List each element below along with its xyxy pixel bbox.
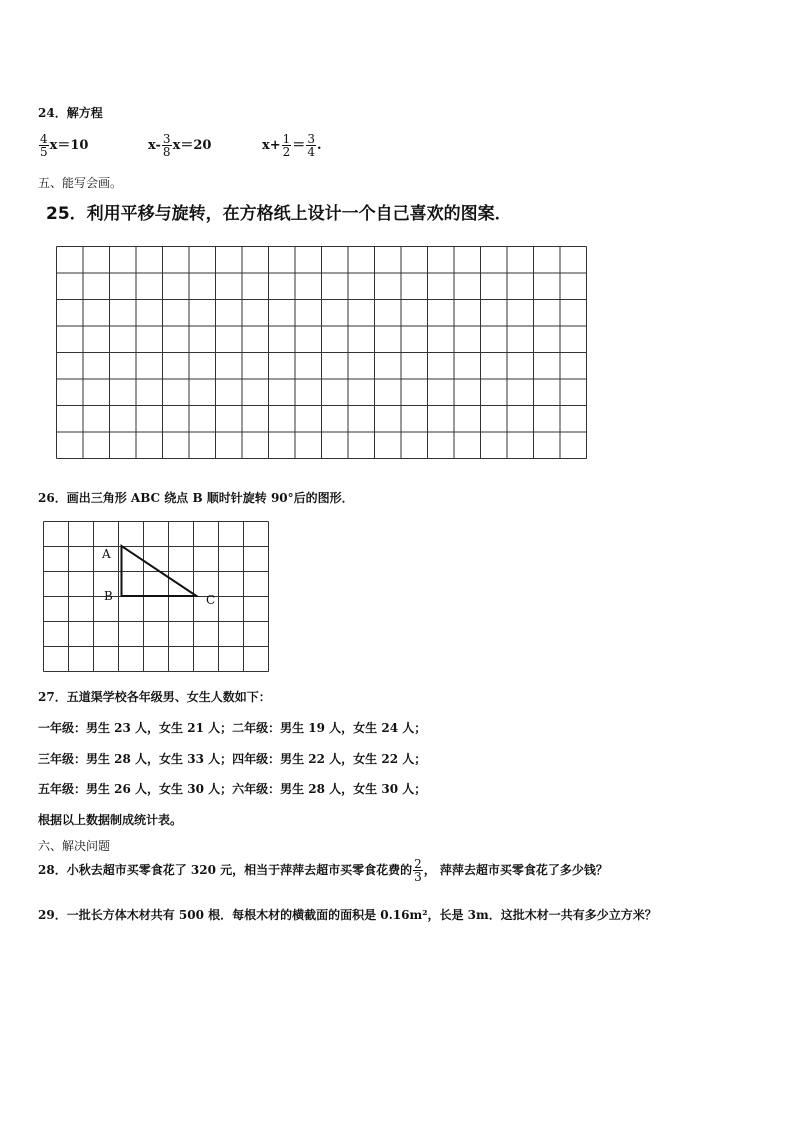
rotation-grid [42,520,274,676]
equation-3: x+ $\frac{1}{2}$ ＝ $\frac{3}{4}$ . [262,132,322,159]
q27-title: 27．五道渠学校各年级男、女生人数如下： [38,690,271,704]
design-grid [56,246,588,463]
q27-line-2: 三年级：男生 28 人，女生 33 人；四年级：男生 22 人，女生 22 人； [38,752,427,766]
q26-title: 26．画出三角形 ABC 绕点 B 顺时针旋转 90°后的图形． [38,491,354,505]
label-a: A [102,547,111,561]
q27-footer: 根据以上数据制成统计表。 [38,813,183,827]
q27-line-3: 五年级：男生 26 人，女生 30 人；六年级：男生 28 人，女生 30 人； [38,782,427,796]
fraction: $\frac{3}{4}$ [307,132,315,159]
q24-title: 24．解方程 [38,106,103,120]
label-b: B [104,589,113,603]
section-6-heading: 六、解决问题 [38,839,111,853]
q25-title: 25．利用平移与旋转，在方格纸上设计一个自己喜欢的图案． [46,204,512,224]
fraction: $\frac{4}{5}$ [40,132,48,159]
fraction: $\frac{3}{8}$ [162,132,171,159]
label-c: C [206,593,216,607]
fraction: $\frac{2}{3}$ [414,857,422,884]
q29-text: 29．一批长方体木材共有 500 根．每根木材的横截面的面积是 0.16m²，长是 3m．这批木材一共有多少立方米？ [38,908,657,922]
fraction: $\frac{1}{2}$ [282,132,291,159]
q27-line-1: 一年级：男生 23 人，女生 21 人；二年级：男生 19 人，女生 24 人； [38,721,427,735]
q28-text: 28．小秋去超市买零食花了 320 元，相当于萍萍去超市买零食花费的 $\frac{2}{3}$ ， 萍萍去超市买零食花了多少钱？ [38,857,608,884]
equation-1: $\frac{4}{5}$ x＝10 [40,132,89,159]
equation-2: x- $\frac{3}{8}$ x＝20 [148,132,212,159]
section-5-heading: 五、能写会画。 [38,176,123,190]
